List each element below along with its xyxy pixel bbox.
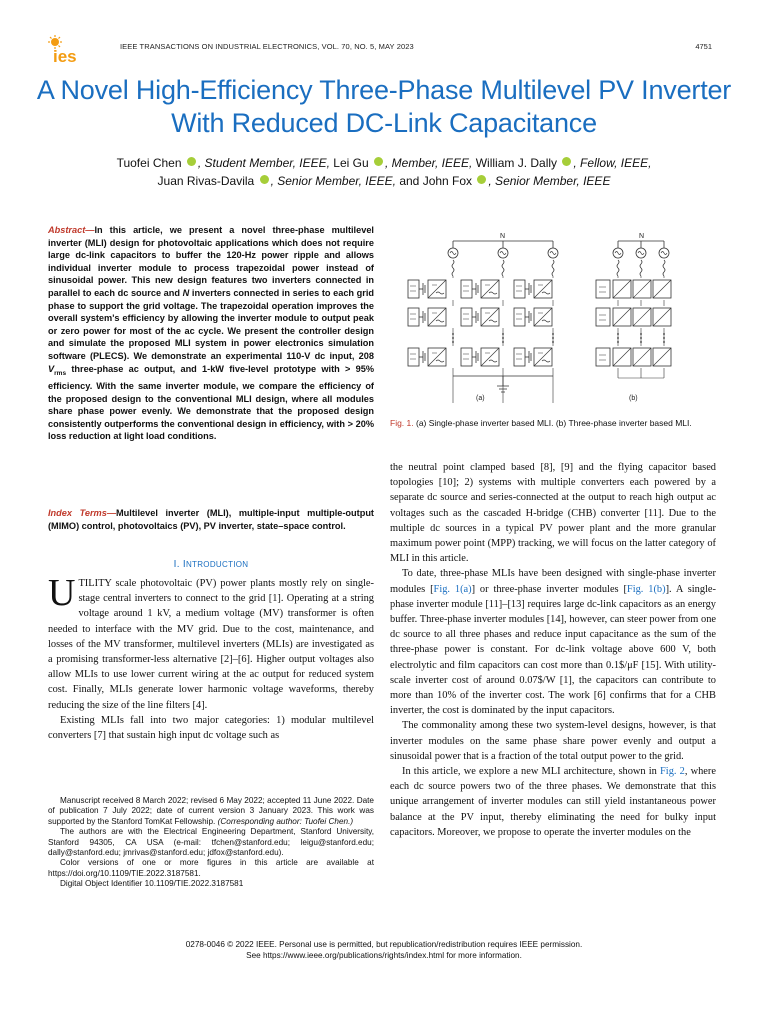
author-name: Juan Rivas-Davila xyxy=(157,174,255,188)
index-terms-text: Multilevel inverter (MLI), multiple-input multiple-output (MIMO) control, photovoltaics (PV), PV inverter, state–space control. xyxy=(48,508,374,531)
orcid-icon[interactable] xyxy=(260,175,269,184)
section-number: I. xyxy=(173,559,180,570)
author-conjunction: and xyxy=(399,174,420,188)
node-label: N xyxy=(500,233,506,240)
author-name: John Fox xyxy=(422,174,473,188)
paragraph: TILITY scale photovoltaic (PV) power plants mostly rely on single-stage central inverters to connect to the grid [1]. Operating at a string voltage around 1 kV, a medium voltage (MV) transformer is often needed to interface with the MV grid. Due to the cost, maintenance, and losses of the MV transformer, multilevel inverters (MLIs) are investigated as a promising transformer-less alternative [2]–[6]. Higher output voltages also allow MLIs to use lower current wiring at the ac output for reduced system cost. Finally, MLIs generate lower harmonic voltage waveforms, thereby reducing the size of the line filters [4]. xyxy=(48,578,374,711)
index-terms xyxy=(48,507,374,532)
fig1-schematic xyxy=(396,228,716,414)
copyright-line: 0278-0046 © 2022 IEEE. Personal use is permitted, but republication/redistribution requires IEEE permission. xyxy=(185,940,583,949)
paragraph: the neutral point clamped based [8], [9] and the flying capacitor based topologies [10]; 2) systems with multiple converters each powered by a separate dc source and series-connected at the output to reach high output ac voltages such as the cascaded H-bridge (CHB) converter [11]. Due to the multiple dc sources in a typical PV power plant and the more granular maximum power point (MPP) tracking, we will focus on the latter category of MLI in this article. xyxy=(390,462,716,565)
author-name: William J. Dally xyxy=(475,156,558,170)
section-heading xyxy=(48,559,374,570)
orcid-icon[interactable] xyxy=(477,175,486,184)
footnote xyxy=(48,796,374,890)
author-role: , Senior Member, IEEE, xyxy=(270,174,396,188)
section-title: NTRODUCTION xyxy=(185,560,249,569)
figure-link[interactable]: Fig. 2 xyxy=(660,766,685,778)
running-header xyxy=(48,38,714,64)
drop-cap: U xyxy=(48,572,76,614)
author-name: Lei Gu xyxy=(333,156,369,170)
abstract-text: inverters connected in series to each grid phase to support the grid voltage. The trapezoidal operation improves the overall system's efficiency by allowing the inverter module to output peak or zero power for most of the ac cycle. We present the controller design and simulate the proposed MLI system in power electronics simulation software (PLECS). We demonstrate an experimental 110-V dc input, 208 xyxy=(48,287,375,361)
footnote-text: The authors are with the Electrical Engineering Department, Stanford University, Stanford 94305, CA USA (e-mail: tfchen@stanford.edu; leigu@stanford.edu; dally@stanford.edu; jmrivas@stanford.edu; jdfox@stanford.edu). xyxy=(48,827,374,858)
author-role: , Senior Member, IEEE xyxy=(488,174,611,188)
page-number: 4751 xyxy=(695,42,712,51)
author-role: , Student Member, IEEE, xyxy=(197,156,330,170)
paper-title: A Novel High-Efficiency Three-Phase Multilevel PV Inverter With Reduced DC-Link Capacitance xyxy=(36,75,732,138)
footnote-text: Manuscript received 8 March 2022; revised 6 May 2022; accepted 11 June 2022. Date of publication 7 July 2022; date of current version 3 January 2023. This work was supported by the Stanford TomKat Fellowship. xyxy=(48,796,374,826)
abstract-symbol: N xyxy=(182,287,190,298)
abstract xyxy=(48,224,374,443)
journal-name: IEEE TRANSACTIONS ON INDUSTRIAL ELECTRONICS, VOL. 70, NO. 5, MAY 2023 xyxy=(120,42,414,51)
figure-link[interactable]: Fig. 1(b) xyxy=(626,583,666,595)
orcid-icon[interactable] xyxy=(187,157,196,166)
paragraph xyxy=(390,764,716,840)
author-role: , Fellow, IEEE, xyxy=(573,156,652,170)
subfigure-label-b: (b) xyxy=(629,395,638,402)
right-column-text xyxy=(390,460,716,840)
node-label: N xyxy=(639,233,645,240)
section-title: I xyxy=(182,559,186,570)
abstract-text: In this article, we present a novel three-phase multilevel inverter (MLI) design for photovoltaic applications which does not require large dc-link capacitors to buffer the 120-Hz power ripple and allows individual inverter module to process trapezoidal power instead of sinusoidal power. This new design features two inverters connected in parallel to each dc source and xyxy=(48,225,374,298)
author-list xyxy=(40,154,728,190)
orcid-icon[interactable] xyxy=(562,157,571,166)
paragraph: Existing MLIs fall into two major categories: 1) modular multilevel converters [7] that sustain high input dc voltage such as xyxy=(48,714,374,742)
ies-logo-icon xyxy=(48,34,88,64)
paragraph-text: , where each dc source powers two of the three phases. We demonstrate that this unique arrangement of inverter modules can still yield instantaneous power balance at the PV input, thereby eliminating the need for bulky input capacitors. Moreover, we propose to operate the inverter modules on the xyxy=(390,766,716,838)
paragraph-text: In this article, we explore a new MLI architecture, shown in xyxy=(402,766,661,778)
footnote-text: (Corresponding author: Tuofei Chen.) xyxy=(217,816,354,826)
abstract-subscript: rms xyxy=(54,369,67,377)
svg-text:ies: ies xyxy=(53,47,77,64)
paragraph xyxy=(390,566,716,718)
abstract-text: three-phase ac output, and 1-kW five-level prototype with > 95% efficiency. With the same inverter module, we compare the efficiency of the proposed design to the conventional MLI design, where all modules share phase power evenly. We demonstrate that the proposed design consistently outperforms the conventional design in efficiency, with > 20% loss reduction at light load conditions. xyxy=(48,363,374,442)
subfigure-label-a: (a) xyxy=(476,395,485,402)
footnote-text: Digital Object Identifier 10.1109/TIE.2022.3187581 xyxy=(60,879,244,889)
copyright-notice xyxy=(48,940,720,961)
abstract-label: Abstract— xyxy=(48,225,95,235)
orcid-icon[interactable] xyxy=(374,157,383,166)
index-terms-label: Index Terms— xyxy=(48,508,117,518)
footnote-text: Color versions of one or more figures in this article are available at https://doi.org/10.1109/TIE.2022.3187581. xyxy=(48,858,374,878)
author-name: Tuofei Chen xyxy=(116,156,182,170)
intro-text xyxy=(48,572,374,743)
abstract-symbol: V xyxy=(48,363,55,374)
figure-label: Fig. 1. xyxy=(390,418,414,428)
copyright-line: See https://www.ieee.org/publications/rights/index.html for more information. xyxy=(246,950,522,960)
paragraph-text: To date, three-phase MLIs have been designed with single-phase inverter modules [ xyxy=(390,568,716,595)
paragraph-text: ]. A single-phase inverter module [11]–[13] requires large dc-link capacitors as an energy buffer. Three-phase inverter modules [14], however, can steer power from one dc source to all three phases and reduce input capacitance as the sum of the three-phase power is constant. For dc-link voltage above 600 V, both electrolytic and film capacitors can cost more than 0.1$/μF [15]. With utility-scale inverter cost of around 0.07$/W [1], the capacitors can contribute to more than 10% of the inverter cost. The work [6] confirms that for a CHB inverter, the cost is dominated by the input capacitors. xyxy=(390,583,716,717)
figure-caption-text: (a) Single-phase inverter based MLI. (b) Three-phase inverter based MLI. xyxy=(416,418,692,428)
author-role: , Member, IEEE, xyxy=(384,156,473,170)
paragraph-text: ] or three-phase inverter modules [ xyxy=(471,583,627,595)
figure-link[interactable]: Fig. 1(a) xyxy=(433,583,472,595)
paragraph: The commonality among these two system-level designs, however, is that inverter modules on the same phase share power evenly and output a sinusoidal power that is a fraction of the total output power to the grid. xyxy=(390,720,716,762)
figure-caption xyxy=(390,418,716,429)
